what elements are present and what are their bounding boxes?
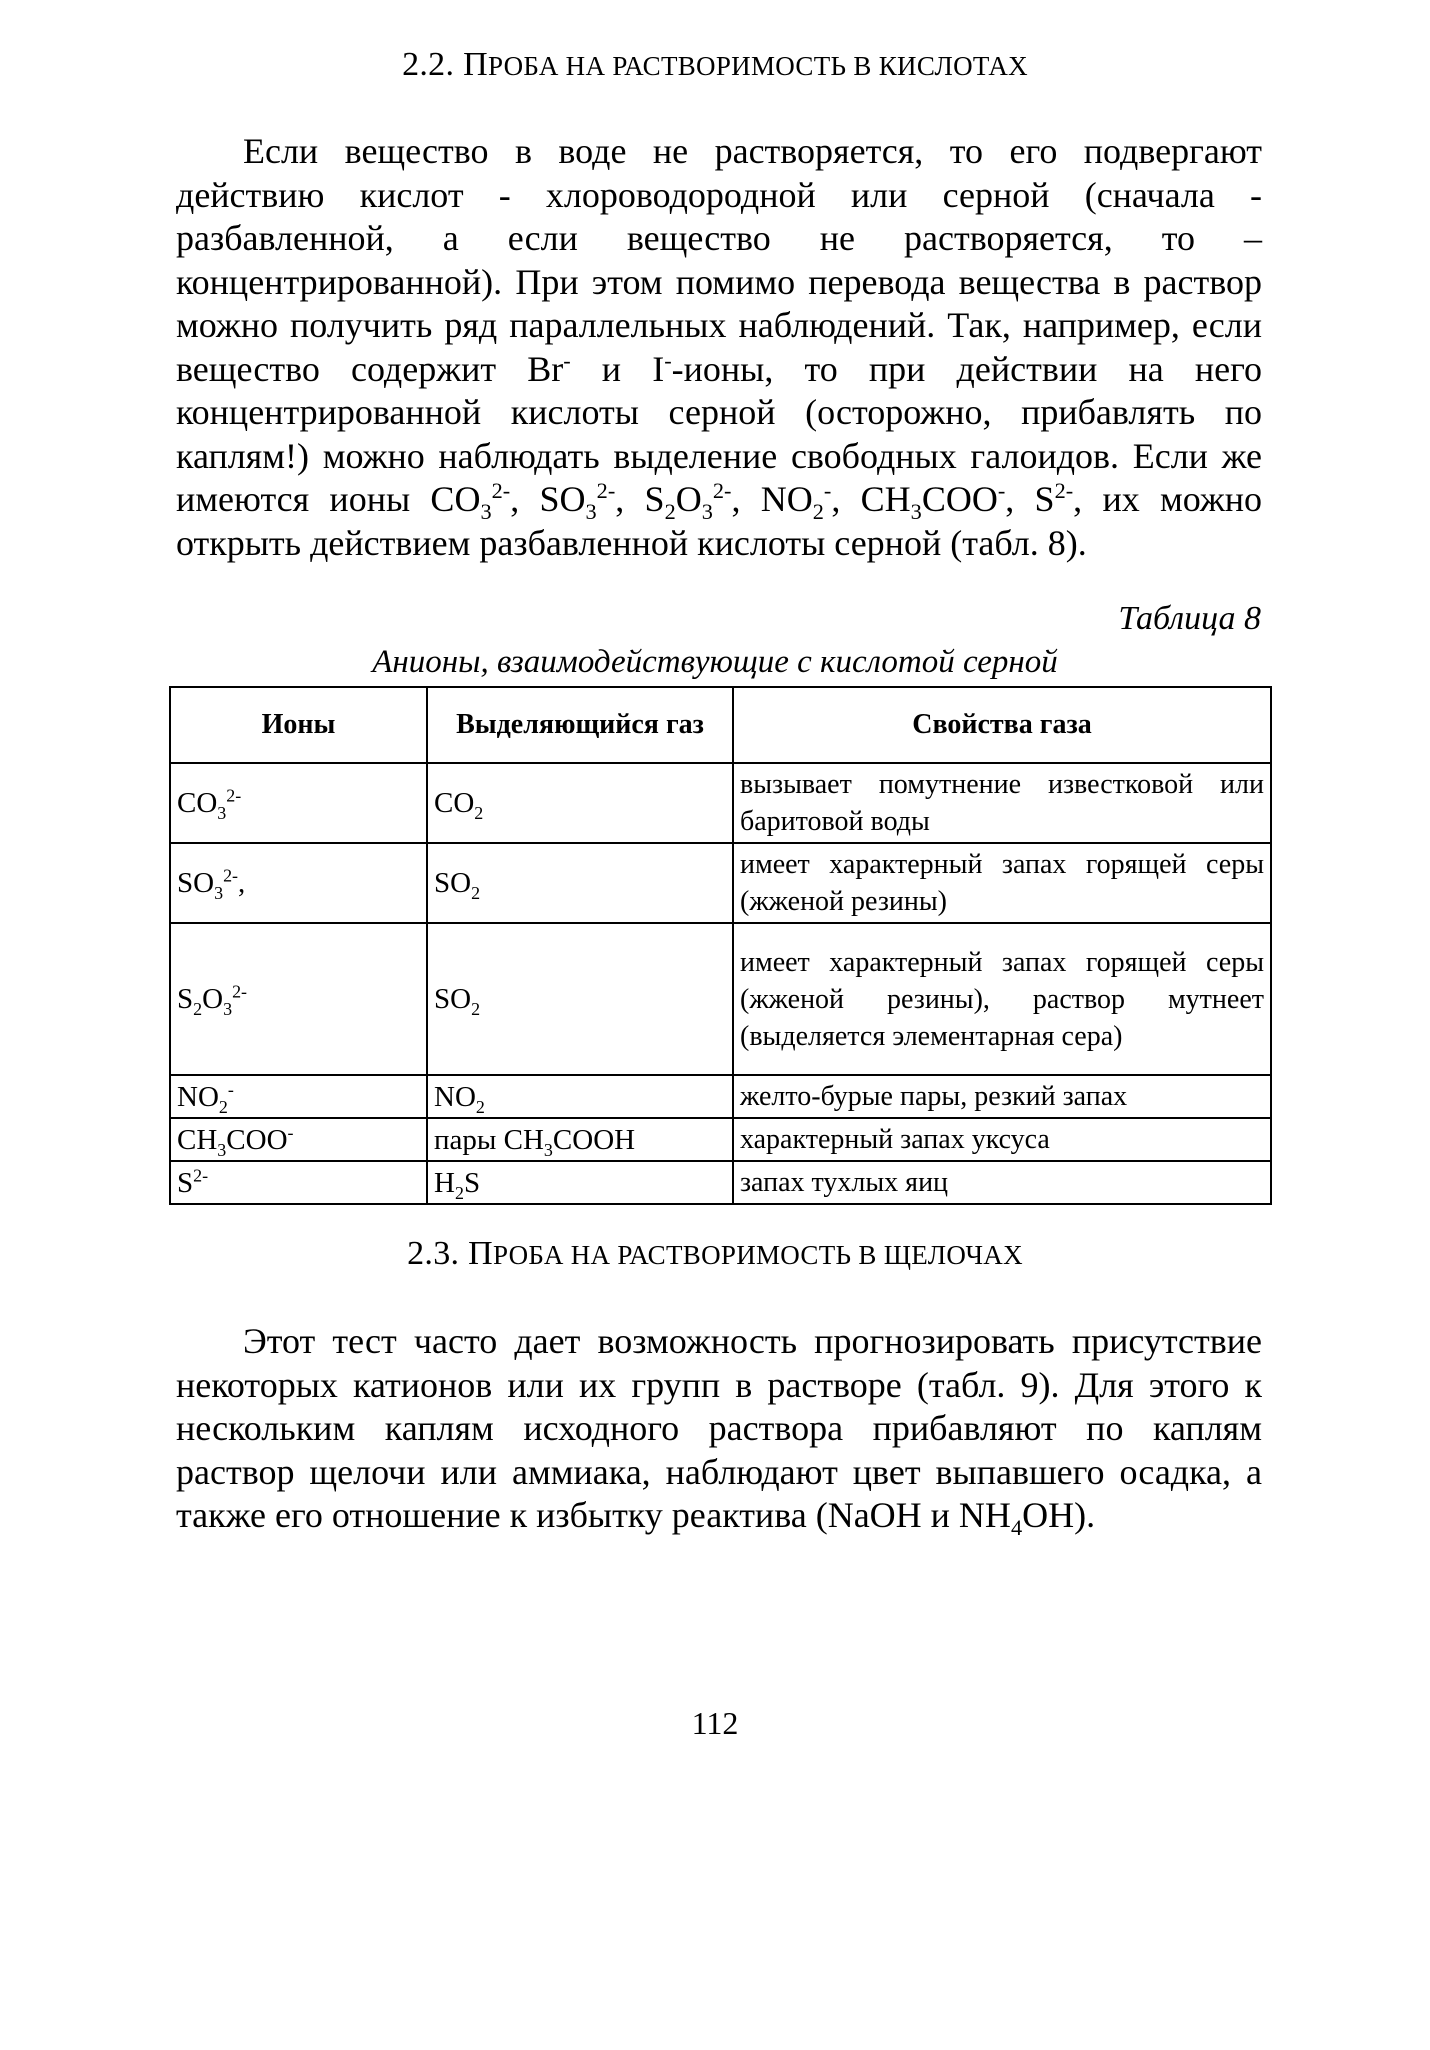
- table-number-label: Таблица 8: [1118, 600, 1261, 637]
- table-row: [170, 1161, 1271, 1204]
- gas-cell: $SO_2$: [427, 843, 733, 923]
- ion-cell: $S^{2-}$: [170, 1161, 427, 1204]
- paragraph-acid-solubility: Если вещество в воде не растворяется, то его подвергают действию кислот - хлороводородной или серной (сначала - разбавленной, а если вещество не растворяется, то – концентрированной). При этом помимо перевода вещества в раствор можно получить ряд параллельных наблюдений. Так, например, если вещество содержит Br- и I--ионы, то при действии на него концентрированной кислоты серной (осторожно, прибавлять по каплям!) можно наблюдать выделение свободных галоидов. Если же имеются ионы $CO_3^{2-}$, $SO_3^{2-}$, $S_2O_3^{2-}$, $NO_2^-$, $CH_3COO^-$, $S^{2-}$, их можно открыть действием разбавленной кислоты серной (табл. 8).: [176, 131, 1263, 563]
- section-number: 2.2.: [402, 46, 455, 83]
- header-ions: Ионы: [170, 687, 427, 763]
- ion-cell: $SO_3^{2-}$,: [170, 843, 427, 923]
- section-title-initial: П: [463, 46, 488, 83]
- gas-cell: $CO_2$: [427, 763, 733, 843]
- ion-cell: $CH_3COO^-$: [170, 1118, 427, 1161]
- ion-cell: $CO_3^{2-}$: [170, 763, 427, 843]
- properties-cell: запах тухлых яиц: [733, 1161, 1271, 1204]
- section-heading-2-3: [0, 1235, 1430, 1273]
- table-row: [170, 1118, 1271, 1161]
- gas-cell: $SO_2$: [427, 923, 733, 1075]
- gas-cell: $H_2S$: [427, 1161, 733, 1204]
- properties-cell: имеет характерный запах горящей серы (жженой резины): [733, 843, 1271, 923]
- properties-cell: имеет характерный запах горящей серы (жженой резины), раствор мутнеет (выделяется элементарная сера): [733, 923, 1271, 1075]
- table-row: [170, 843, 1271, 923]
- ion-cell: $NO_2^-$: [170, 1075, 427, 1118]
- table-row: [170, 763, 1271, 843]
- section-title-initial: П: [468, 1235, 493, 1272]
- anions-table: [169, 686, 1272, 1205]
- paragraph-alkali-solubility: Этот тест часто дает возможность прогнозировать присутствие некоторых катионов или их групп в растворе (табл. 9). Для этого к нескольким каплям исходного раствора прибавляют по каплям раствор щелочи или аммиака, наблюдают цвет выпавшего осадка, а также его отношение к избытку реактива (NaOH и $NH_4OH$).: [176, 1321, 1262, 1541]
- section-heading-2-2: [0, 46, 1430, 84]
- table-row: [170, 1075, 1271, 1118]
- table-row: [170, 923, 1271, 1075]
- section-number: 2.3.: [407, 1235, 460, 1272]
- section-title: РОБА НА РАСТВОРИМОСТЬ В КИСЛОТАХ: [487, 51, 1028, 81]
- gas-cell: пары $CH_3COOH$: [427, 1118, 733, 1161]
- header-properties: Свойства газа: [733, 687, 1271, 763]
- table-title: Анионы, взаимодействующие с кислотой серной: [372, 644, 1058, 680]
- table-header-row: [170, 687, 1271, 763]
- section-title: РОБА НА РАСТВОРИМОСТЬ В ЩЕЛОЧАХ: [492, 1240, 1023, 1270]
- gas-cell: $NO_2$: [427, 1075, 733, 1118]
- page-number: 112: [691, 1705, 739, 1741]
- properties-cell: вызывает помутнение известковой или баритовой воды: [733, 763, 1271, 843]
- properties-cell: характерный запах уксуса: [733, 1118, 1271, 1161]
- header-gas: Выделяющийся газ: [427, 687, 733, 763]
- ion-cell: $S_2O_3^{2-}$: [170, 923, 427, 1075]
- properties-cell: желто-бурые пары, резкий запах: [733, 1075, 1271, 1118]
